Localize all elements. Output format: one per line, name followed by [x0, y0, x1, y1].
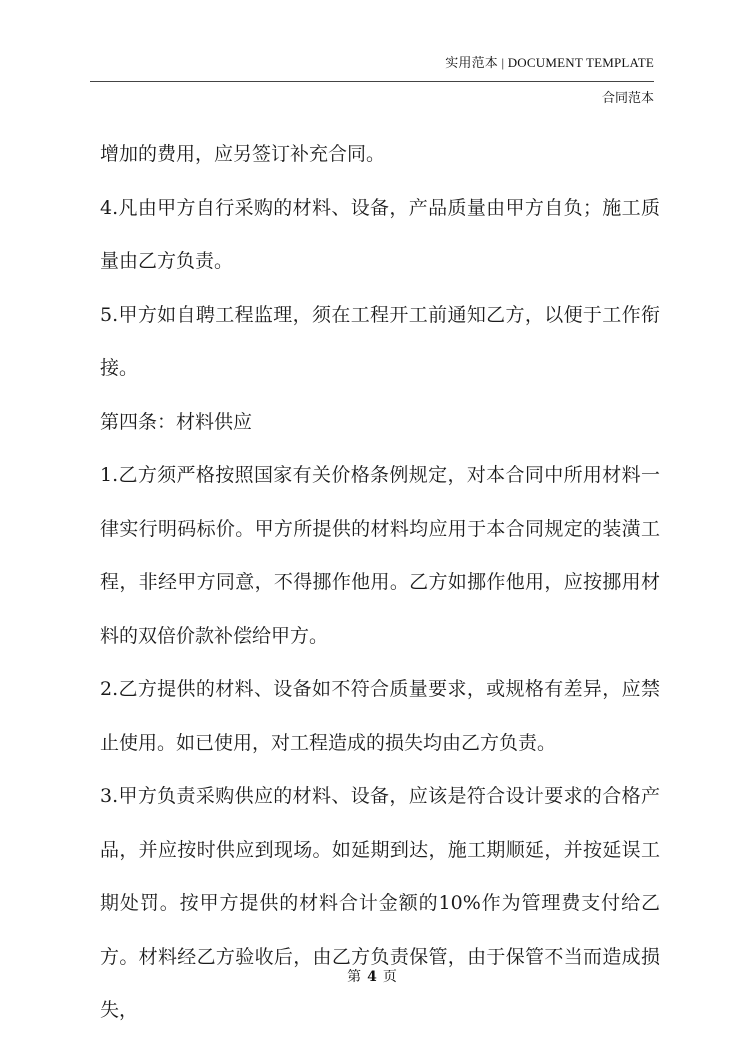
header-divider: [90, 81, 654, 82]
page-number: 4: [367, 969, 377, 985]
paragraph-item-5: 5.甲方如自聘工程监理，须在工程开工前通知乙方，以便于工作衔接。: [100, 303, 660, 379]
page-footer: [0, 966, 744, 986]
footer-prefix: 第: [347, 969, 362, 985]
page-header: [0, 0, 744, 110]
paragraph-item-2: 2.乙方提供的材料、设备如不符合质量要求，或规格有差异，应禁止使用。如已使用，对工程造成的损失均由乙方负责。: [100, 678, 660, 754]
section-heading-article-4: 第四条：材料供应: [100, 410, 253, 433]
paragraph-continuation: 增加的费用，应另签订补充合同。: [100, 143, 386, 165]
paragraph-item-3: 3.甲方负责采购供应的材料、设备，应该是符合设计要求的合格产品，并应按时供应到现场。如延期到达，施工期顺延，并按延误工期处罚。按甲方提供的材料合计金额的10%作为管理费支付给乙方。材料经乙方验收后，由乙方负责保管，由于保管不当而造成损失，: [100, 785, 660, 1021]
paragraph-item-1: 1.乙方须严格按照国家有关价格条例规定，对本合同中所用材料一律实行明码标价。甲方所提供的材料均应用于本合同规定的装潢工程，非经甲方同意，不得挪作他用。乙方如挪作他用，应按挪用材料的双倍价款补偿给甲方。: [100, 464, 660, 647]
paragraph-item-4: 4.凡由甲方自行采购的材料、设备，产品质量由甲方自负；施工质量由乙方负责。: [100, 196, 660, 272]
header-subtitle: 合同范本: [601, 91, 654, 106]
document-body: [100, 128, 660, 1038]
footer-suffix: 页: [382, 969, 397, 985]
header-title: 实用范本 | DOCUMENT TEMPLATE: [445, 55, 654, 70]
